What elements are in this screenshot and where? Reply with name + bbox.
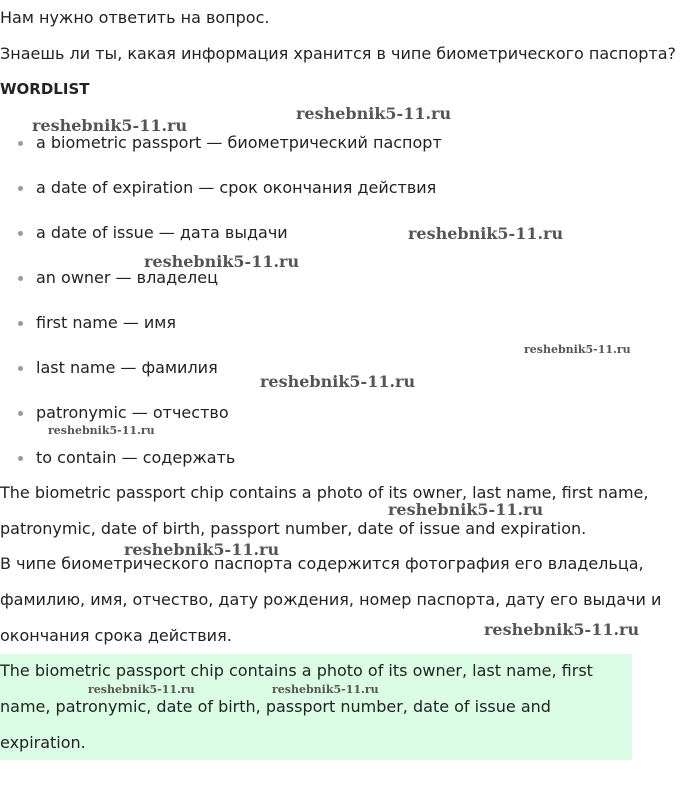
watermark: reshebnik5-11.ru xyxy=(272,683,379,696)
bullet-icon xyxy=(18,321,23,326)
list-item: first name — имя xyxy=(36,313,176,333)
wordlist-heading: WORDLIST xyxy=(0,80,90,98)
answer-ru-line: окончания срока действия. xyxy=(0,626,232,645)
watermark: reshebnik5-11.ru xyxy=(260,372,416,391)
watermark: reshebnik5-11.ru xyxy=(48,424,155,437)
bullet-icon xyxy=(18,141,23,146)
answer-en-line: patronymic, date of birth, passport number, date of issue and expiration. xyxy=(0,519,587,538)
bullet-icon xyxy=(18,186,23,191)
list-item: a date of issue — дата выдачи xyxy=(36,223,288,243)
question-heading: Нам нужно ответить на вопрос. xyxy=(0,8,270,27)
list-item: a biometric passport — биометрический паспорт xyxy=(36,133,442,153)
bullet-icon xyxy=(18,411,23,416)
highlight-line: name, patronymic, date of birth, passport number, date of issue and xyxy=(0,697,551,716)
list-item: to contain — содержать xyxy=(36,448,235,468)
list-item: patronymic — отчество xyxy=(36,403,229,423)
watermark: reshebnik5-11.ru xyxy=(124,540,280,559)
question-text: Знаешь ли ты, какая информация хранится в чипе биометрического паспорта? xyxy=(0,44,676,63)
list-item: last name — фамилия xyxy=(36,358,218,378)
watermark: reshebnik5-11.ru xyxy=(88,683,195,696)
list-item: a date of expiration — срок окончания действия xyxy=(36,178,436,198)
bullet-icon xyxy=(18,276,23,281)
highlight-line: The biometric passport chip contains a photo of its owner, last name, first xyxy=(0,661,593,680)
list-item: an owner — владелец xyxy=(36,268,218,288)
bullet-icon xyxy=(18,366,23,371)
watermark: reshebnik5-11.ru xyxy=(484,620,640,639)
watermark: reshebnik5-11.ru xyxy=(524,343,631,356)
watermark: reshebnik5-11.ru xyxy=(388,500,544,519)
bullet-icon xyxy=(18,456,23,461)
bullet-icon xyxy=(18,231,23,236)
answer-en-line: The biometric passport chip contains a photo of its owner, last name, first name, xyxy=(0,483,649,502)
answer-ru-line: В чипе биометрического паспорта содержится фотография его владельца, xyxy=(0,554,644,573)
watermark: reshebnik5-11.ru xyxy=(32,116,188,135)
watermark: reshebnik5-11.ru xyxy=(408,224,564,243)
watermark: reshebnik5-11.ru xyxy=(296,104,452,123)
answer-ru-line: фамилию, имя, отчество, дату рождения, номер паспорта, дату его выдачи и xyxy=(0,590,662,609)
highlight-line: expiration. xyxy=(0,733,86,752)
watermark: reshebnik5-11.ru xyxy=(144,252,300,271)
